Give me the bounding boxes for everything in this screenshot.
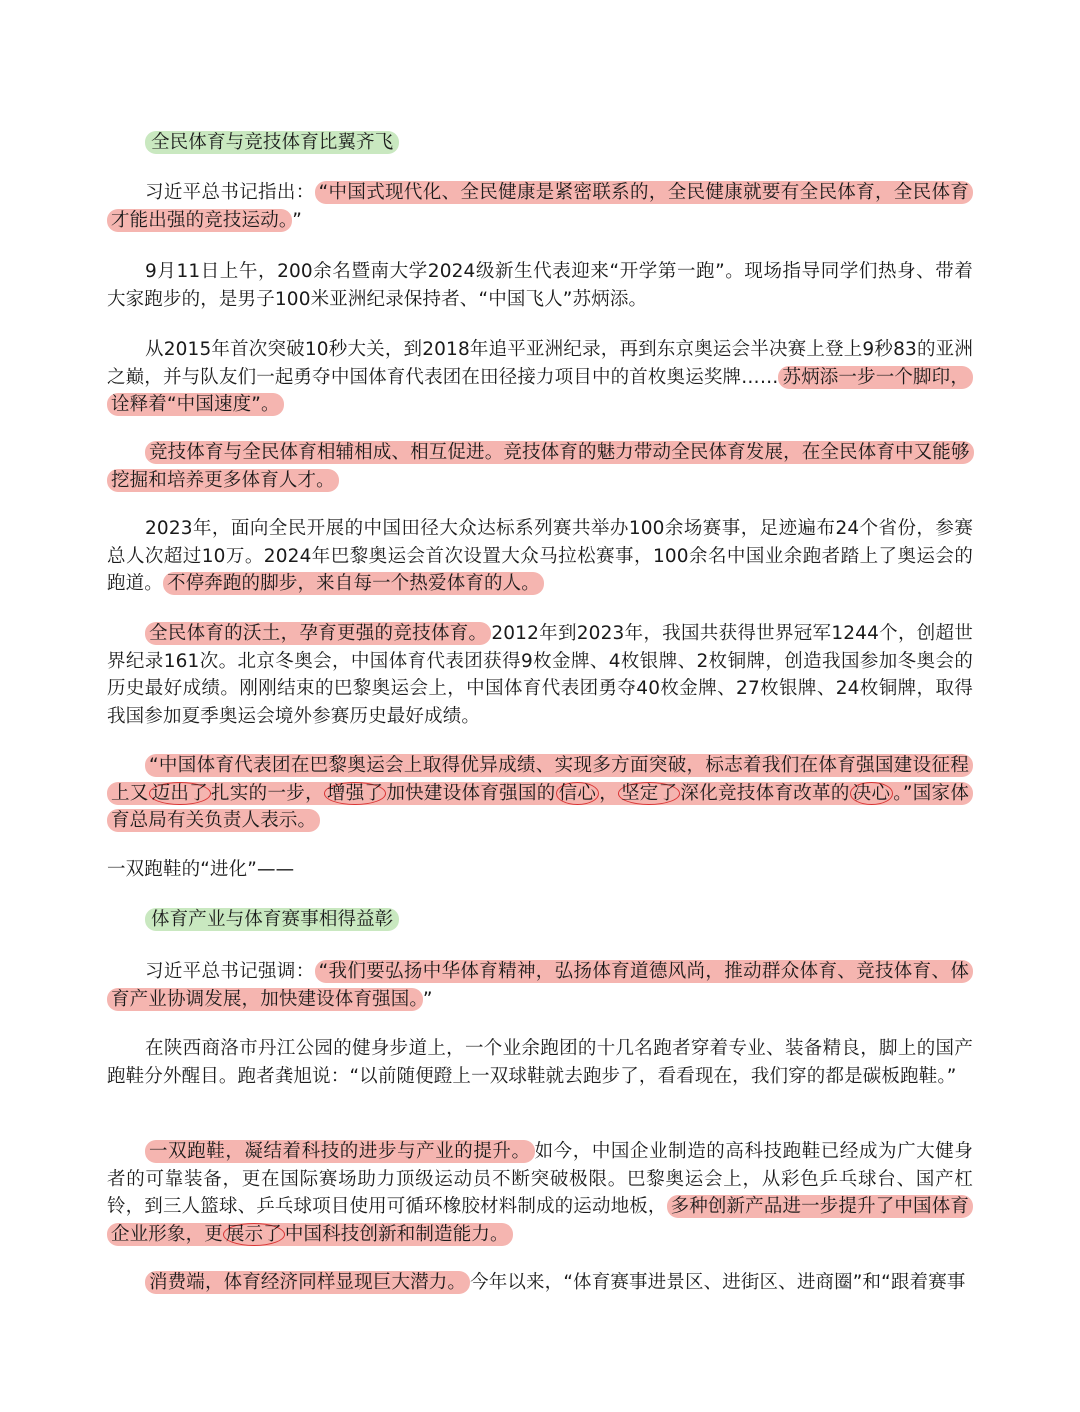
quote-text: 扎实的一步， bbox=[211, 782, 324, 804]
circled-word: 信心 bbox=[556, 782, 600, 805]
quote-text: 加快建设体育强国的 bbox=[386, 782, 556, 804]
section-heading-text: 体育产业与体育赛事相得益彰 bbox=[145, 908, 399, 931]
paragraph-quote-1 bbox=[107, 179, 973, 234]
paragraph: 9月11日上午，200余名暨南大学2024级新生代表迎来“开学第一跑”。现场指导同学们热身、带着大家跑步的，是男子100米亚洲纪录保持者、“中国飞人”苏炳添。 bbox=[107, 261, 973, 310]
section-heading bbox=[107, 129, 973, 157]
paragraph bbox=[107, 336, 973, 419]
paragraph-text: 2023年，面向全民开展的中国田径大众达标系列赛共举办100余场赛事，足迹遍布24个省份，参赛总人次超过10万。2024年巴黎奥运会首次设置大众马拉松赛事，100余名中国业余跑者踏上了奥运会的跑道。 bbox=[107, 518, 973, 594]
paragraph bbox=[107, 439, 973, 494]
quote-text: ， bbox=[599, 782, 618, 804]
paragraph-text: 如今，中国企业制造的高科技跑鞋已经成为广大健身者的可靠装备，更在国际赛场助力顶级运动员不断突破极限。巴黎奥运会上，从彩色乒乓球台、国产杠铃，到三人篮球、乒乓球项目使用可循环橡胶材料制成的运动地板， bbox=[107, 1141, 973, 1217]
paragraph bbox=[107, 620, 973, 730]
highlight: “我们要弘扬中华体育精神，弘扬体育道德风尚，推动群众体育、竞技体育、体育产业协调发展，加快建设体育强国。 bbox=[107, 960, 973, 1011]
highlight-quote bbox=[107, 754, 973, 832]
circled-word: 展示了 bbox=[223, 1223, 285, 1246]
circled-word: 决心 bbox=[850, 782, 894, 805]
highlight: 不停奔跑的脚步，来自每一个热爱体育的人。 bbox=[163, 572, 544, 595]
highlight-text: 多种创新产品进一步提升了中国体育企业形象，更 bbox=[111, 1196, 969, 1245]
paragraph-text: 2012年到2023年，我国共获得世界冠军1244个，创超世界纪录161次。北京冬奥会，中国体育代表团获得9枚金牌、4枚银牌、2枚铜牌，创造我国参加冬奥会的历史最好成绩。刚刚结束的巴黎奥运会上，中国体育代表团勇夺40枚金牌、27枚银牌、24枚铜牌，取得我国参加夏季奥运会境外参赛历史最好成绩。 bbox=[107, 623, 974, 727]
quote-text: 。”国家体育总局有关负责人表示。 bbox=[111, 782, 970, 831]
highlight: 消费端，体育经济同样显现巨大潜力。 bbox=[145, 1271, 470, 1294]
paragraph bbox=[107, 515, 973, 598]
quote-lead: 习近平总书记强调： bbox=[145, 961, 315, 982]
paragraph: 在陕西商洛市丹江公园的健身步道上，一个业余跑团的十几名跑者穿着专业、装备精良，脚上的国产跑鞋分外醒目。跑者龚旭说：“以前随便蹬上一双球鞋就去跑步了，看看现在，我们穿的都是碳板跑鞋。” bbox=[107, 1038, 973, 1087]
highlight-text: 中国科技创新和制造能力。 bbox=[284, 1223, 509, 1245]
quote-text: 深化竞技体育改革的 bbox=[680, 782, 850, 804]
highlight: 苏炳添一步一个脚印，诠释着“中国速度”。 bbox=[107, 366, 973, 417]
quote-text: “中国体育代表团在巴黎奥运会上取得优异成绩、实现多方面突破，标志着我们在体育强国建设征程上又 bbox=[111, 755, 969, 804]
paragraph-quote-2 bbox=[107, 958, 973, 1013]
circled-word: 增强了 bbox=[324, 782, 386, 805]
highlight: “中国式现代化、全民健康是紧密联系的，全民健康就要有全民体育，全民体育才能出强的竞技运动。 bbox=[107, 181, 973, 232]
circled-word: 迈出了 bbox=[149, 782, 211, 805]
quote-lead: 习近平总书记指出： bbox=[145, 182, 315, 203]
paragraph-quote-official bbox=[107, 752, 973, 835]
highlight: 一双跑鞋，凝结着科技的进步与产业的提升。 bbox=[145, 1140, 535, 1163]
quote-tail: ” bbox=[422, 988, 433, 1010]
quote-tail: ” bbox=[292, 209, 302, 231]
paragraph-text: 从2015年首次突破10秒大关，到2018年追平亚洲纪录，再到东京奥运会半决赛上登上9秒83的亚洲之巅，并与队友们一起勇夺中国体育代表团在田径接力项目中的首枚奥运奖牌…… bbox=[107, 339, 973, 388]
circled-word: 坚定了 bbox=[618, 782, 680, 805]
section-heading-text: 全民体育与竞技体育比翼齐飞 bbox=[145, 131, 399, 154]
highlight: 竞技体育与全民体育相辅相成、相互促进。竞技体育的魅力带动全民体育发展，在全民体育中又能够挖掘和培养更多体育人才。 bbox=[107, 441, 974, 492]
paragraph bbox=[107, 1269, 973, 1297]
highlight: 全民体育的沃土，孕育更强的竞技体育。 bbox=[145, 622, 491, 645]
section-heading bbox=[107, 906, 973, 934]
sub-line: 一双跑鞋的“进化”—— bbox=[107, 859, 295, 880]
paragraph bbox=[107, 1138, 973, 1248]
paragraph-text: 今年以来，“体育赛事进景区、进街区、进商圈”和“跟着赛事 bbox=[470, 1272, 966, 1293]
